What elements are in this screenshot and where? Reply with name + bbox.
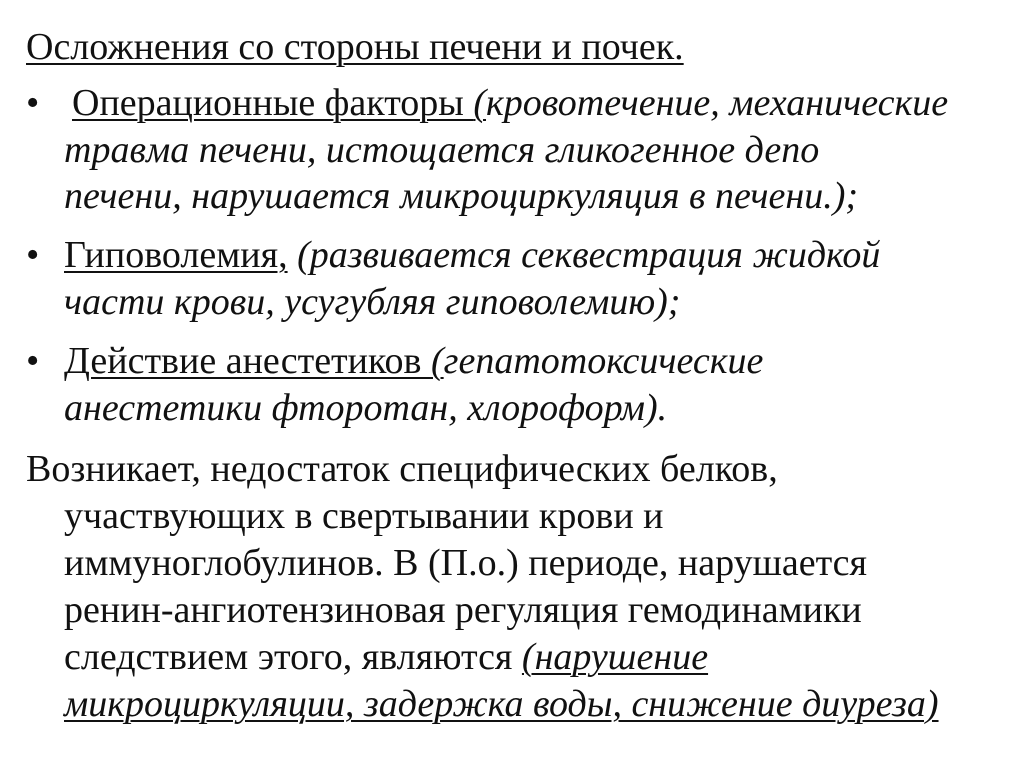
item-1-label: Операционные факторы: [72, 82, 474, 124]
bullet-marker: •: [26, 340, 40, 382]
paragraph-line: участвующих в свертывании крови и: [64, 495, 664, 537]
paragraph-underlined-text: (нарушение: [521, 636, 709, 678]
bullet-marker: •: [26, 234, 40, 276]
item-3-open-paren: (: [430, 340, 444, 382]
paragraph-plain-text: следствием этого, являются: [64, 636, 522, 678]
item-3-first-line: [64, 338, 763, 384]
item-2-first-line: [64, 232, 880, 278]
item-1-detail-line: кровотечение, механические: [486, 82, 949, 124]
item-1-detail-line: травма печени, истощается гликогенное депо: [64, 129, 820, 171]
item-3-label: Действие анестетиков: [64, 340, 431, 382]
paragraph-line: Возникает, недостаток специфических белков,: [26, 448, 778, 490]
item-3-detail-line: анестетики фторотан, хлороформ).: [64, 387, 668, 429]
item-1-open-paren: (: [473, 82, 486, 124]
paragraph-line: ренин-ангиотензиновая регуляция гемодинамики: [64, 589, 862, 631]
paragraph-line: иммуноглобулинов. В (П.о.) периоде, нарушается: [64, 542, 868, 584]
slide-title: Осложнения со стороны печени и почек.: [26, 26, 684, 68]
item-2-detail-line: части крови, усугубляя гиповолемию);: [64, 281, 681, 323]
paragraph-line: [64, 634, 708, 680]
bullet-marker: •: [26, 82, 40, 124]
item-2-label: Гиповолемия,: [64, 234, 288, 276]
item-2-detail-line: (развивается секвестрация жидкой: [287, 234, 881, 276]
item-3-detail-line: гепатотоксические: [443, 340, 764, 382]
paragraph-underlined-text: микроциркуляции, задержка воды, снижение диуреза): [64, 683, 939, 725]
item-1-detail-line: печени, нарушается микроциркуляция в печени.);: [64, 175, 859, 217]
item-1-first-line: [72, 80, 948, 126]
